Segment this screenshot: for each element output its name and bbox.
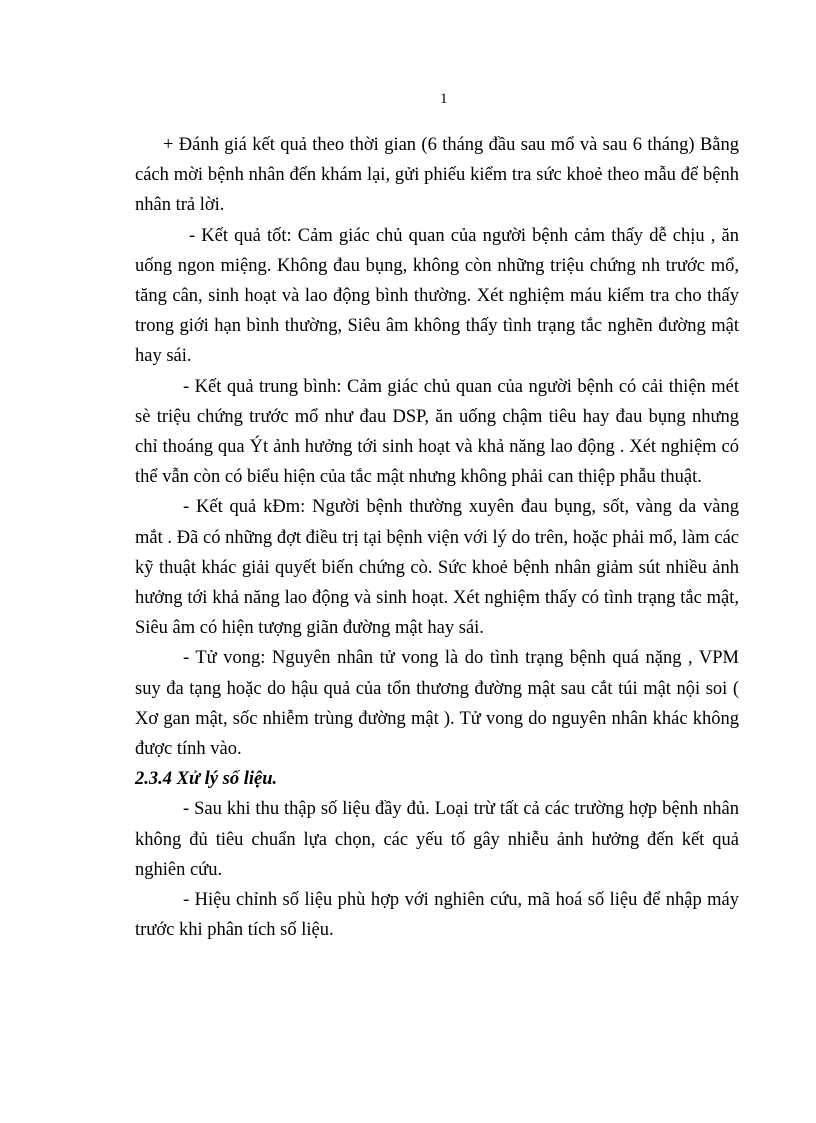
paragraph-data-collection: - Sau khi thu thập số liệu đầy đủ. Loại trừ tất cả các trường hợp bệnh nhân không đủ tiêu chuẩn lựa chọn, các yếu tố gây nhiễu ảnh hưởng đến kết quả nghiên cứu.: [135, 799, 739, 880]
paragraph-death: - Tử vong: Nguyên nhân tử vong là do tình trạng bệnh quá nặng , VPM suy đa tạng hoặc do hậu quả của tổn thương đường mật sau cắt túi mật nội soi ( Xơ gan mật, sốc nhiễm trùng đường mật ). Tử vong do nguyên nhân khác không được tính vào.: [135, 648, 739, 760]
paragraph-good-result: - Kết quả tốt: Cảm giác chủ quan của người bệnh cảm thấy dễ chịu , ăn uống ngon miệng. Không đau bụng, không còn những triệu chứng nh trước mổ, tăng cân, sinh hoạt và lao động bình thường. Xét nghiệm máu kiểm tra cho thấy trong giới hạn bình thường, Siêu âm không thấy tình trạng tắc nghẽn đường mật hay sái.: [135, 225, 739, 367]
page-number: 1: [440, 91, 448, 107]
paragraph-evaluation-timeline: + Đánh giá kết quả theo thời gian (6 tháng đầu sau mổ và sau 6 tháng) Bằng cách mời bệnh nhân đến khám lại, gửi phiếu kiểm tra sức khoẻ theo mẫu để bệnh nhân trả lời.: [135, 135, 739, 216]
paragraph-poor-result: - Kết quả kĐm: Người bệnh thường xuyên đau bụng, sốt, vàng da vàng mắt . Đã có những đợt điều trị tại bệnh viện với lý do trên, hoặc phải mổ, làm các kỹ thuật khác giải quyết biến chứng cò. Sức khoẻ bệnh nhân giảm sút nhiều ảnh hưởng tới khả năng lao động và sinh hoạt. Xét nghiệm thấy có tình trạng tắc mật, Siêu âm có hiện tượng giãn đường mật hay sái.: [135, 497, 739, 639]
section-heading: 2.3.4 Xử lý số liệu.: [135, 769, 278, 790]
paragraph-average-result: - Kết quả trung bình: Cảm giác chủ quan của người bệnh có cải thiện mét sè triệu chứng trước mổ như đau DSP, ăn uống chậm tiêu hay đau bụng nhưng chỉ thoáng qua Ýt ảnh hưởng tới sinh hoạt và khả năng lao động . Xét nghiệm có thể vẫn còn có biểu hiện của tắc mật nhưng không phải can thiệp phẫu thuật.: [135, 376, 739, 488]
document-body: [135, 130, 739, 945]
paragraph-data-correction: - Hiệu chỉnh số liệu phù hợp với nghiên cứu, mã hoá số liệu để nhập máy trước khi phân tích số liệu.: [135, 890, 739, 941]
